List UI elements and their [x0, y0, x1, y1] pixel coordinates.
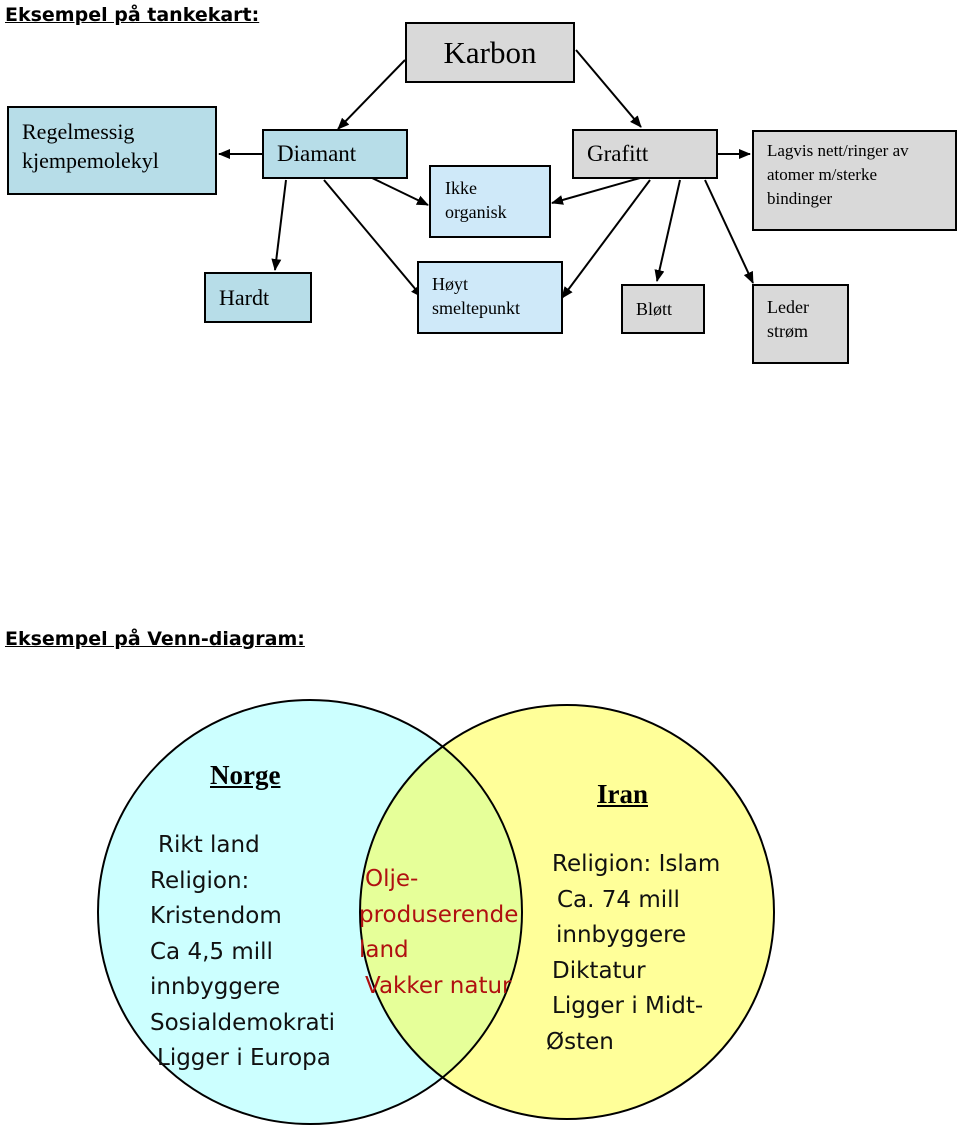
arrow-karbon-diamant	[338, 60, 405, 129]
arrow-diamant-hoyt	[324, 180, 422, 297]
node-karbon: Karbon	[405, 22, 575, 83]
arrow-diamant-hardt	[275, 180, 286, 270]
node-regelmessig-kjempemolekyl: Regelmessig kjempemolekyl	[7, 106, 217, 195]
venn-title-norge: Norge	[210, 760, 281, 790]
mindmap-heading: Eksempel på tankekart:	[5, 4, 260, 26]
overlap-line: produserende	[359, 902, 519, 928]
overlap-line: Olje-	[365, 866, 419, 892]
node-diamant: Diamant	[262, 129, 408, 179]
iran-line: Østen	[546, 1029, 614, 1055]
iran-line: innbyggere	[556, 922, 687, 948]
arrow-grafitt-hoyt	[562, 180, 650, 298]
iran-line: Diktatur	[552, 958, 646, 984]
arrow-grafitt-blott	[657, 180, 680, 281]
norge-line: Ca 4,5 mill	[150, 939, 273, 965]
norge-line: Sosialdemokrati	[150, 1010, 336, 1036]
node-ikke-organisk: Ikke organisk	[429, 165, 551, 238]
node-hoyt-smeltepunkt: Høyt smeltepunkt	[417, 261, 563, 334]
norge-line: Religion:	[150, 868, 250, 894]
arrow-karbon-grafitt	[576, 50, 641, 127]
iran-line: Religion: Islam	[552, 851, 721, 877]
overlap-line: land	[359, 937, 409, 963]
node-leder-strom: Leder strøm	[752, 284, 849, 364]
arrow-diamant-ikke-organisk	[370, 177, 428, 205]
node-blott: Bløtt	[621, 284, 705, 334]
venn-heading: Eksempel på Venn-diagram:	[5, 628, 305, 650]
iran-line: Ca. 74 mill	[557, 887, 680, 913]
overlap-line: Vakker natur	[365, 973, 512, 999]
norge-line: Ligger i Europa	[157, 1045, 331, 1071]
arrow-grafitt-ikke-organisk	[552, 178, 640, 203]
iran-line: Ligger i Midt-	[552, 993, 704, 1019]
arrow-grafitt-leder	[705, 180, 753, 283]
node-hardt: Hardt	[204, 272, 312, 323]
norge-line: Rikt land	[158, 832, 260, 858]
venn-title-iran: Iran	[597, 779, 649, 809]
node-lagvis: Lagvis nett/ringer av atomer m/sterke bindinger	[752, 130, 957, 231]
norge-line: Kristendom	[150, 903, 282, 929]
norge-line: innbyggere	[150, 974, 281, 1000]
node-grafitt: Grafitt	[572, 129, 718, 179]
